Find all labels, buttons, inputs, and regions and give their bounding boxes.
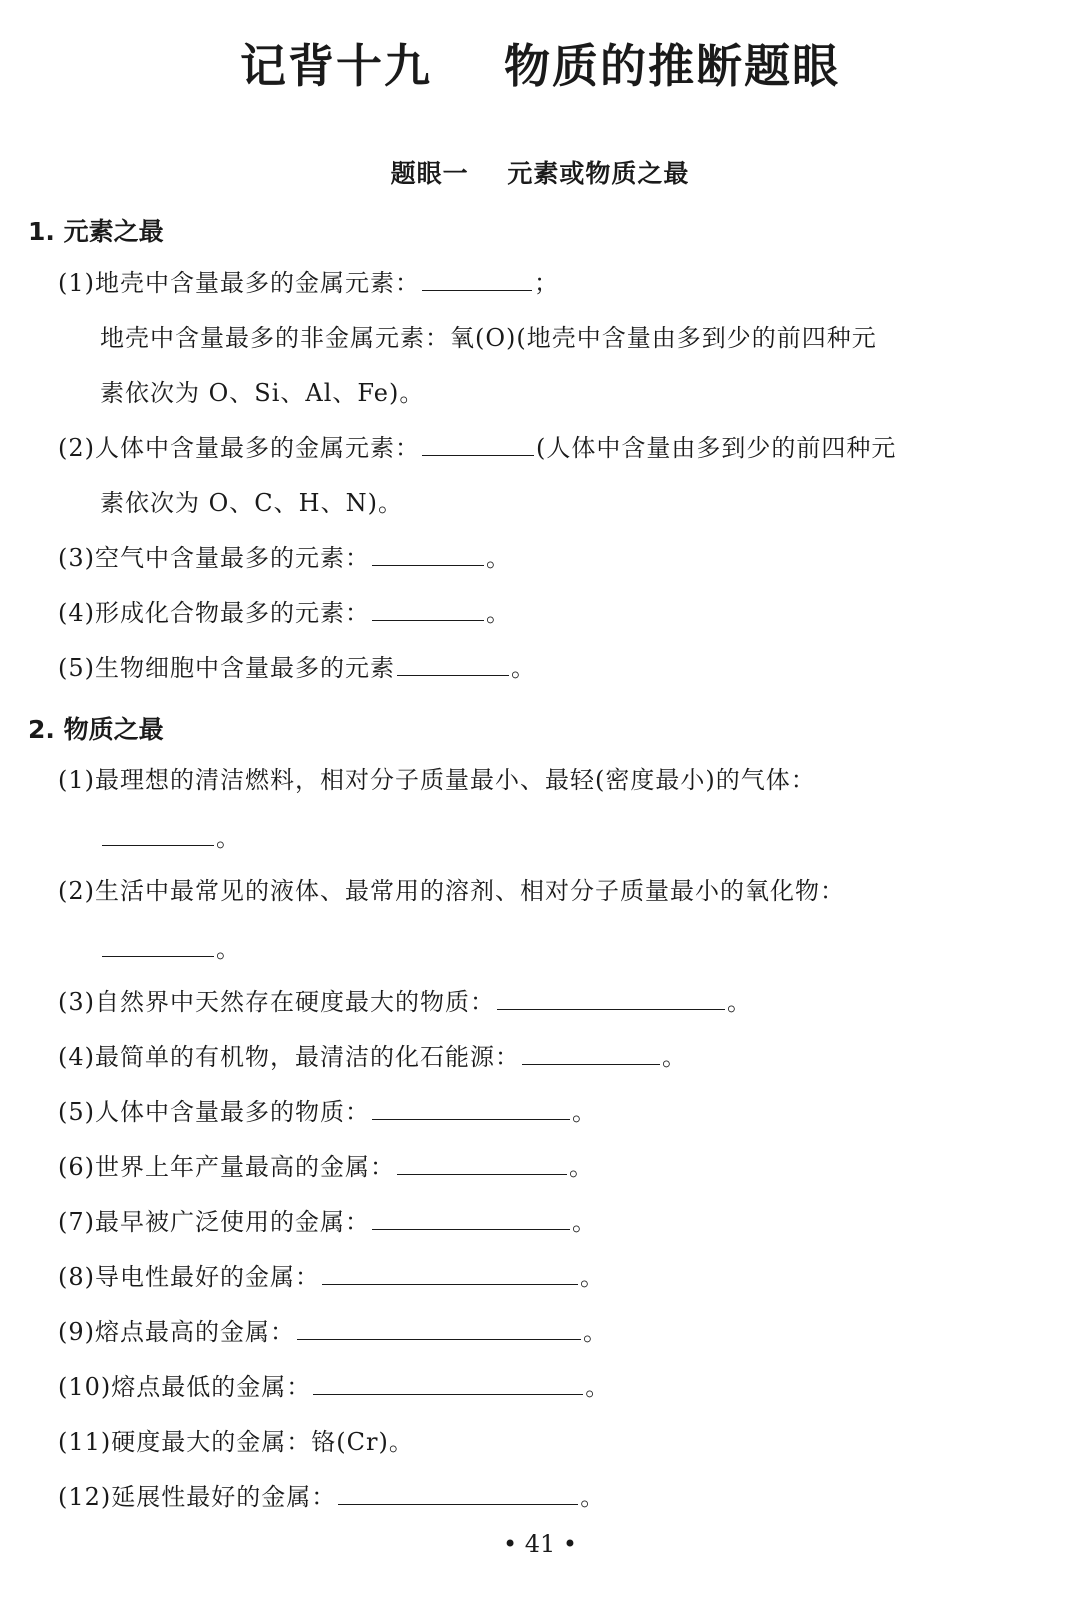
answer-blank[interactable] <box>497 987 725 1010</box>
item-end: 。 <box>486 599 511 627</box>
list-item <box>58 765 816 795</box>
item-end: 。 <box>580 1263 605 1291</box>
item-text: (6)世界上年产量最高的金属： <box>58 1153 395 1181</box>
list-item <box>58 268 559 298</box>
item-end: 。 <box>727 988 752 1016</box>
item-end: 。 <box>486 544 511 572</box>
item-text: (4)最简单的有机物，最清洁的化石能源： <box>58 1043 520 1071</box>
item-end: 。 <box>580 1483 606 1511</box>
item-text: 素依次为 O、C、H、N)。 <box>100 489 403 517</box>
item-text: (3)自然界中天然存在硬度最大的物质： <box>58 988 495 1016</box>
list-item <box>58 1372 610 1402</box>
list-item <box>100 378 424 408</box>
answer-blank[interactable] <box>422 268 532 291</box>
list-item <box>58 1317 608 1347</box>
list-item <box>58 543 511 573</box>
list-item <box>100 823 241 853</box>
list-item <box>58 1152 594 1182</box>
answer-blank[interactable] <box>372 543 484 566</box>
item-text: (5)人体中含量最多的物质： <box>58 1098 370 1126</box>
page-title: 记背十九 物质的推断题眼 <box>239 39 841 93</box>
answer-blank[interactable] <box>422 433 534 456</box>
list-item <box>58 653 536 683</box>
answer-blank[interactable] <box>397 1152 567 1175</box>
item-text: (9)熔点最高的金属： <box>58 1318 295 1346</box>
group-heading-substances: 2. 物质之最 <box>28 715 164 744</box>
item-text: (7)最早被广泛使用的金属： <box>58 1208 370 1236</box>
answer-blank[interactable] <box>372 598 484 621</box>
item-end: 。 <box>572 1098 597 1126</box>
list-item <box>100 323 877 353</box>
answer-blank[interactable] <box>372 1207 570 1230</box>
answer-blank[interactable] <box>297 1317 581 1340</box>
list-item <box>58 1097 597 1127</box>
item-text: (2)人体中含量最多的金属元素： <box>58 434 420 462</box>
list-item <box>58 1042 687 1072</box>
list-item <box>58 1207 597 1237</box>
item-end: 。 <box>216 935 241 963</box>
item-text: (3)空气中含量最多的元素： <box>58 544 370 572</box>
list-item <box>100 488 403 518</box>
list-item <box>58 987 752 1017</box>
item-text: 地壳中含量最多的非金属元素：氧(O)(地壳中含量由多到少的前四种元 <box>100 324 877 352</box>
item-text: (8)导电性最好的金属： <box>58 1263 320 1291</box>
answer-blank[interactable] <box>102 823 214 846</box>
section-heading: 题眼一 元素或物质之最 <box>390 159 690 188</box>
item-end: 。 <box>583 1318 608 1346</box>
list-item <box>58 1427 414 1457</box>
item-text: (10)熔点最低的金属： <box>58 1373 312 1401</box>
item-end: 。 <box>511 654 536 682</box>
item-end: ； <box>534 269 559 297</box>
list-item <box>58 1262 605 1292</box>
list-item <box>58 876 845 906</box>
item-text: (12)延展性最好的金属： <box>58 1483 337 1511</box>
item-end: 。 <box>585 1373 611 1401</box>
answer-blank[interactable] <box>338 1482 578 1505</box>
item-text: (2)生活中最常见的液体、最常用的溶剂、相对分子质量最小的氧化物： <box>58 877 845 905</box>
answer-blank[interactable] <box>397 653 509 676</box>
item-end: (人体中含量由多到少的前四种元 <box>536 434 897 462</box>
list-item <box>58 433 896 463</box>
answer-blank[interactable] <box>102 934 214 957</box>
answer-blank[interactable] <box>322 1262 578 1285</box>
item-text: (1)最理想的清洁燃料，相对分子质量最小、最轻(密度最小)的气体： <box>58 766 816 794</box>
item-text: (1)地壳中含量最多的金属元素： <box>58 269 420 297</box>
answer-blank[interactable] <box>522 1042 660 1065</box>
item-text: (11)硬度最大的金属：铬(Cr)。 <box>58 1428 414 1456</box>
answer-blank[interactable] <box>313 1372 583 1395</box>
item-end: 。 <box>216 824 241 852</box>
list-item <box>58 598 511 628</box>
list-item <box>100 934 241 964</box>
answer-blank[interactable] <box>372 1097 570 1120</box>
item-text: (5)生物细胞中含量最多的元素 <box>58 654 395 682</box>
item-end: 。 <box>662 1043 687 1071</box>
item-end: 。 <box>572 1208 597 1236</box>
group-heading-elements: 1. 元素之最 <box>28 217 164 246</box>
list-item <box>58 1482 605 1512</box>
page-number: • 41 • <box>502 1530 578 1558</box>
item-end: 。 <box>569 1153 594 1181</box>
item-text: 素依次为 O、Si、Al、Fe)。 <box>100 379 425 407</box>
item-text: (4)形成化合物最多的元素： <box>58 599 370 627</box>
